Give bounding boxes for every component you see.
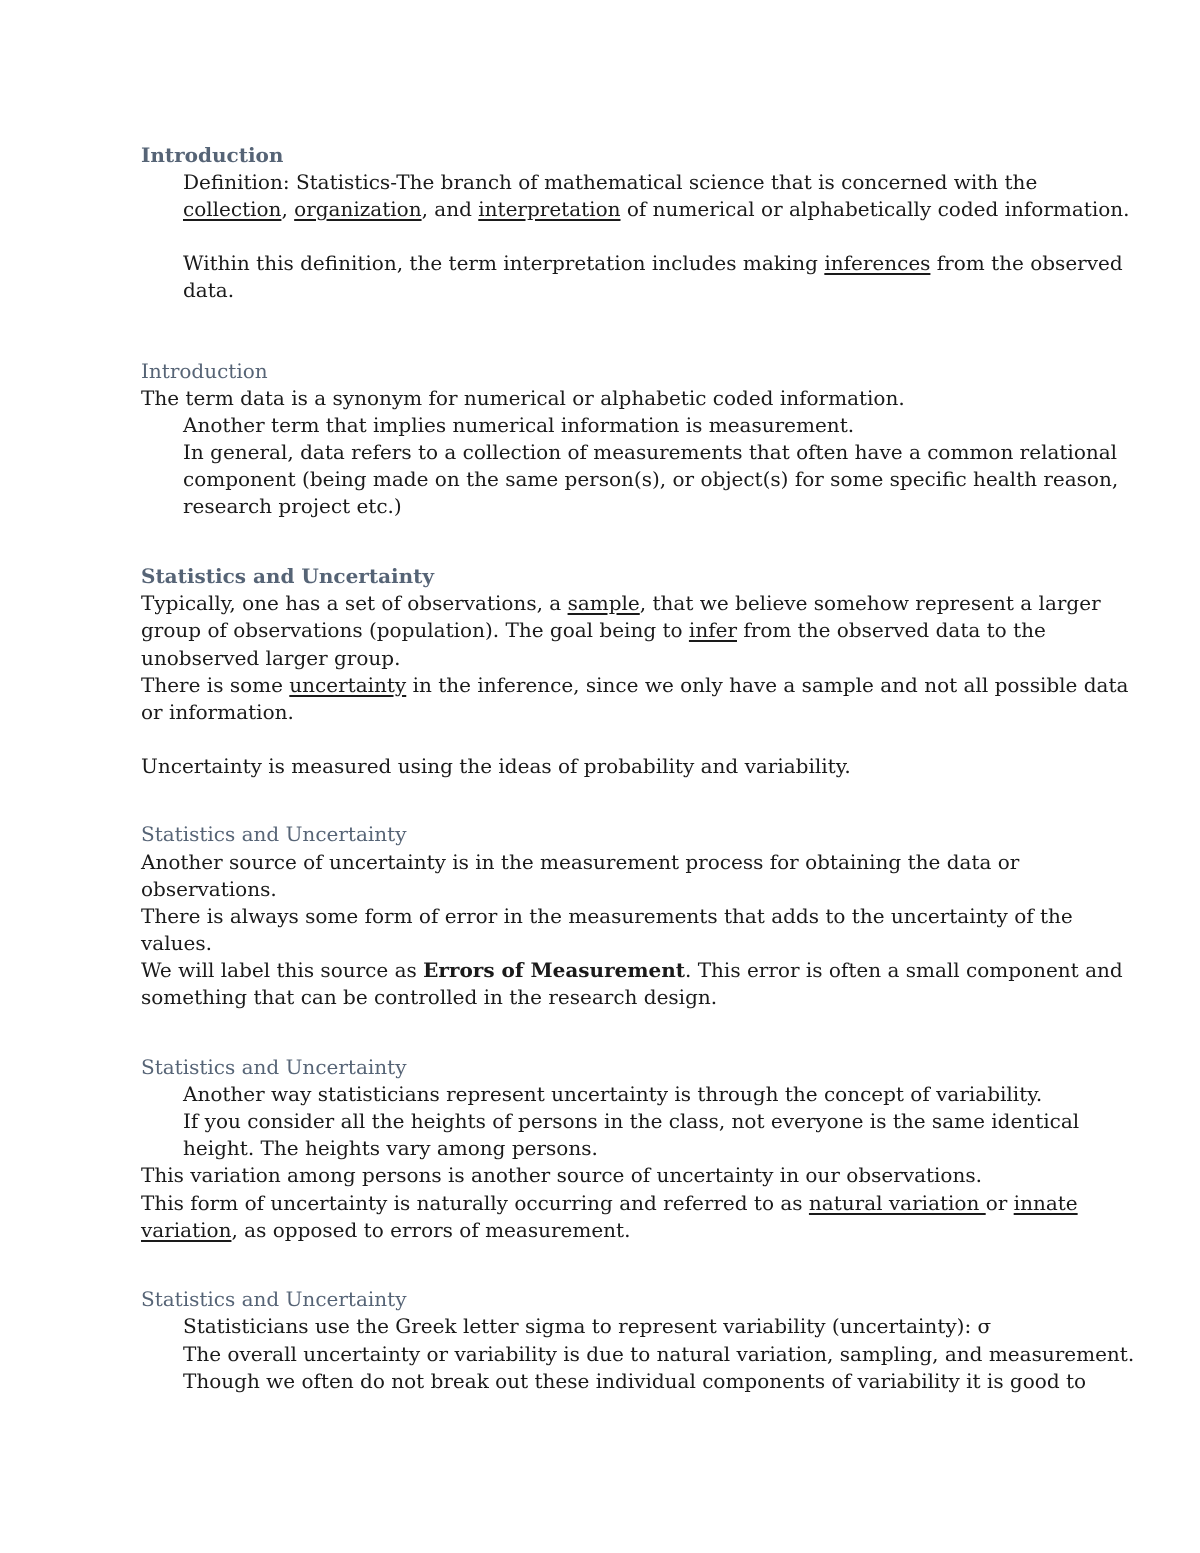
paragraph-line: component (being made on the same person(s), or object(s) for some specific health reason, xyxy=(183,467,1119,491)
text: There is some xyxy=(141,673,290,697)
paragraph-line: data. xyxy=(183,278,235,302)
paragraph-line: The term data is a synonym for numerical or alphabetic coded information. xyxy=(141,386,905,410)
term-errors-of-measurement: Errors of Measurement xyxy=(423,958,685,982)
text: or xyxy=(985,1191,1014,1215)
text: We will label this source as xyxy=(141,958,424,982)
paragraph-line: Another way statisticians represent uncertainty is through the concept of variability. xyxy=(183,1082,1043,1106)
term-variation: variation xyxy=(141,1218,232,1242)
paragraph-line: height. The heights vary among persons. xyxy=(183,1136,598,1160)
term-organization: organization xyxy=(294,197,422,221)
term-sample: sample xyxy=(567,591,640,615)
paragraph-line: In general, data refers to a collection of measurements that often have a common relational xyxy=(183,440,1118,464)
paragraph-line xyxy=(141,1217,630,1244)
definition-line xyxy=(183,196,1130,223)
text: , that we believe somehow represent a larger xyxy=(639,591,1101,615)
paragraph-line xyxy=(183,250,1123,277)
text: , as opposed to errors of measurement. xyxy=(231,1218,631,1242)
paragraph-line: observations. xyxy=(141,877,277,901)
text: , xyxy=(281,197,295,221)
paragraph-line: Uncertainty is measured using the ideas of probability and variability. xyxy=(141,754,851,778)
text: from the observed data to the xyxy=(737,618,1046,642)
paragraph-line xyxy=(141,617,1046,644)
text: This form of uncertainty is naturally occurring and referred to as xyxy=(141,1191,809,1215)
term-natural-variation: natural variation xyxy=(808,1191,986,1215)
section-heading: Statistics and Uncertainty xyxy=(141,564,435,588)
paragraph-line: Another term that implies numerical information is measurement. xyxy=(183,413,855,437)
paragraph-line xyxy=(141,1190,1078,1217)
definition-line: Definition: Statistics-The branch of mathematical science that is concerned with the xyxy=(183,170,1038,194)
paragraph-line xyxy=(141,590,1101,617)
paragraph-line: This variation among persons is another source of uncertainty in our observations. xyxy=(141,1163,982,1187)
term-innate: innate xyxy=(1013,1191,1078,1215)
paragraph-line: Statisticians use the Greek letter sigma to represent variability (uncertainty): σ xyxy=(183,1314,992,1338)
text: . This error is often a small component and xyxy=(685,958,1123,982)
section-heading: Introduction xyxy=(141,359,268,383)
paragraph-line: If you consider all the heights of persons in the class, not everyone is the same identical xyxy=(183,1109,1080,1133)
paragraph-line: Though we often do not break out these individual components of variability it is good to xyxy=(183,1369,1087,1393)
paragraph-line: or information. xyxy=(141,700,294,724)
section-heading: Introduction xyxy=(141,143,284,167)
term-collection: collection xyxy=(183,197,282,221)
paragraph-line xyxy=(141,672,1128,699)
text: of numerical or alphabetically coded information. xyxy=(620,197,1130,221)
paragraph-line: something that can be controlled in the research design. xyxy=(141,985,718,1009)
text: Within this definition, the term interpretation includes making xyxy=(183,251,825,275)
paragraph-line: There is always some form of error in the measurements that adds to the uncertainty of the xyxy=(141,904,1073,928)
paragraph-line xyxy=(141,957,1123,984)
term-infer: infer xyxy=(688,618,737,642)
paragraph-line: Another source of uncertainty is in the measurement process for obtaining the data or xyxy=(141,850,1020,874)
paragraph-line: values. xyxy=(141,931,212,955)
text: in the inference, since we only have a sample and not all possible data xyxy=(406,673,1129,697)
text: group of observations (population). The goal being to xyxy=(141,618,689,642)
section-heading: Statistics and Uncertainty xyxy=(141,1055,407,1079)
term-inferences: inferences xyxy=(824,251,931,275)
section-heading: Statistics and Uncertainty xyxy=(141,822,407,846)
text: , and xyxy=(421,197,479,221)
paragraph-line: The overall uncertainty or variability is due to natural variation, sampling, and measurement. xyxy=(183,1342,1135,1366)
text: Typically, one has a set of observations, a xyxy=(141,591,568,615)
paragraph-line: research project etc.) xyxy=(183,494,402,518)
term-interpretation: interpretation xyxy=(478,197,621,221)
term-uncertainty: uncertainty xyxy=(289,673,407,697)
section-heading: Statistics and Uncertainty xyxy=(141,1287,407,1311)
text: from the observed xyxy=(930,251,1123,275)
paragraph-line: unobserved larger group. xyxy=(141,646,401,670)
